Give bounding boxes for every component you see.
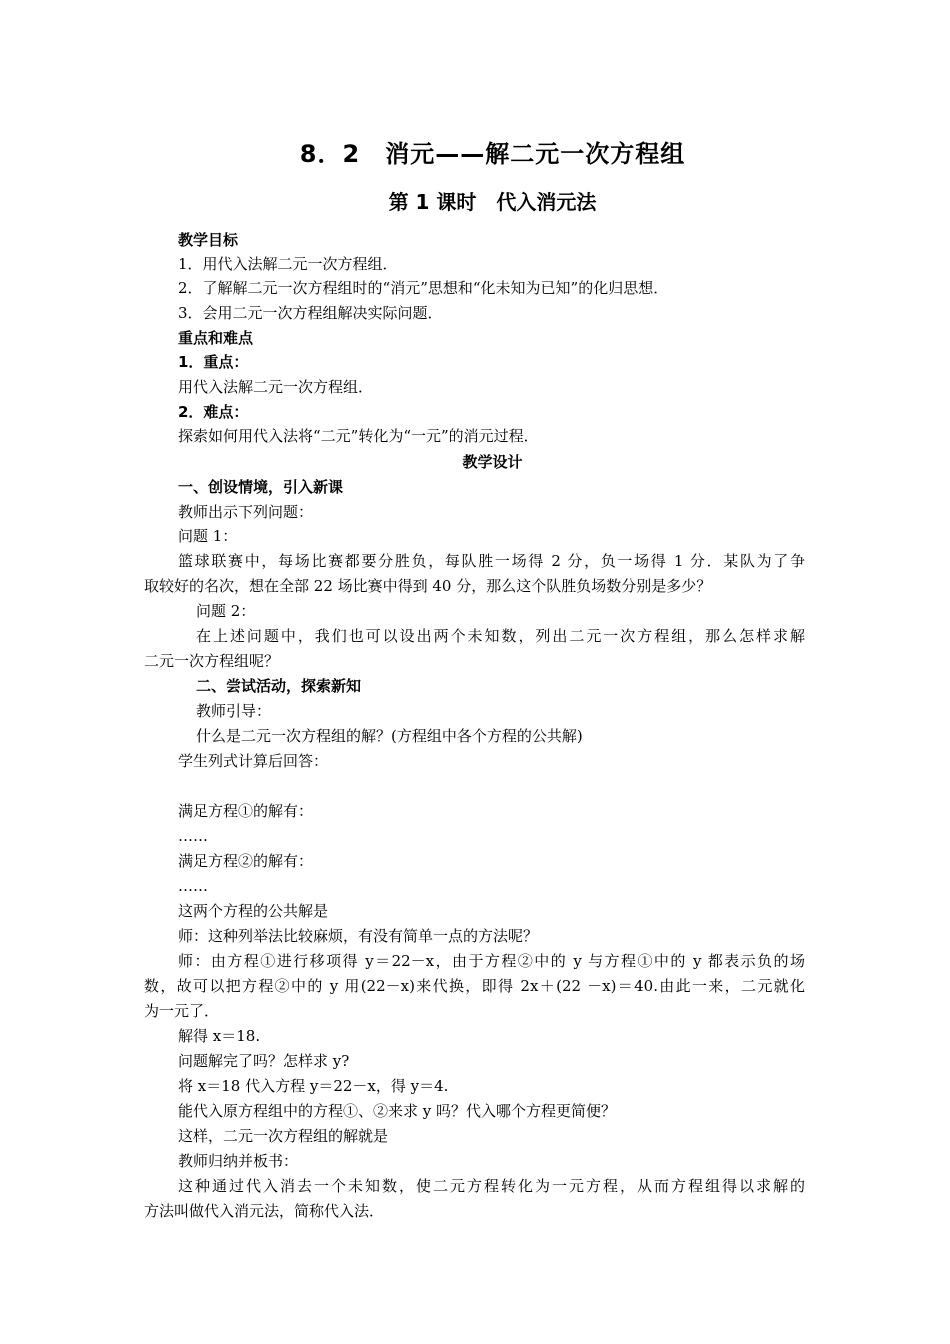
- paragraph-line: 师：由方程①进行移项得 y＝22－x，由于方程②中的 y 与方程①中的 y 都表示负的场: [178, 952, 805, 970]
- paragraph-line: 学生列式计算后回答：: [178, 752, 329, 770]
- paragraph-line: 解得 x＝18.: [178, 1027, 261, 1045]
- ellipsis-line: ……: [178, 877, 208, 895]
- paragraph-line: 教师引导：: [196, 702, 272, 720]
- paragraph-line: 二元一次方程组呢？: [144, 652, 280, 670]
- objective-item: 1．用代入法解二元一次方程组．: [178, 255, 398, 273]
- focus-label: 1．重点：: [178, 353, 249, 371]
- section2-heading: 二、尝试活动，探索新知: [196, 677, 362, 695]
- objectives-heading: 教学目标: [178, 231, 239, 249]
- paragraph-line: 这两个方程的公共解是: [178, 902, 329, 920]
- paragraph-line: 篮球联赛中，每场比赛都要分胜负，每队胜一场得 2 分，负一场得 1 分．某队为了争: [178, 552, 805, 570]
- section1-heading: 一、创设情境，引入新课: [178, 478, 344, 496]
- ellipsis-line: ……: [178, 827, 208, 845]
- key-points-heading: 重点和难点: [178, 329, 254, 347]
- paragraph-line: 为一元了．: [144, 1002, 220, 1020]
- objective-item: 3．会用二元一次方程组解决实际问题．: [178, 304, 443, 322]
- objective-item: 2．了解解二元一次方程组时的“消元”思想和“化未知为已知”的化归思想．: [178, 279, 669, 297]
- page-title: 8．2 消元——解二元一次方程组: [299, 140, 686, 168]
- paragraph-line: 能代入原方程组中的方程①、②来求 y 吗？代入哪个方程更简便？: [178, 1102, 617, 1120]
- lesson-subtitle: 第 1 课时 代入消元法: [388, 190, 597, 214]
- difficulty-text: 探索如何用代入法将“二元”转化为“一元”的消元过程．: [178, 427, 539, 445]
- paragraph-line: 满足方程①的解有：: [178, 802, 314, 820]
- difficulty-label: 2．难点：: [178, 403, 249, 421]
- paragraph-line: 取较好的名次，想在全部 22 场比赛中得到 40 分，那么这个队胜负场数分别是多少？: [144, 577, 712, 595]
- paragraph-line: 师：这种列举法比较麻烦，有没有简单一点的方法呢？: [178, 927, 539, 945]
- paragraph-line: 什么是二元一次方程组的解？(方程组中各个方程的公共解): [196, 727, 583, 745]
- paragraph-line: 满足方程②的解有：: [178, 852, 314, 870]
- paragraph-line: 问题解完了吗？怎样求 y?: [178, 1052, 350, 1070]
- paragraph-line: 方法叫做代入消元法，简称代入法．: [144, 1202, 385, 1220]
- focus-text: 用代入法解二元一次方程组．: [178, 378, 374, 396]
- paragraph-line: 这样，二元一次方程组的解就是: [178, 1127, 389, 1145]
- paragraph-line: 将 x＝18 代入方程 y＝22－x，得 y＝4.: [178, 1077, 449, 1095]
- paragraph-line: 教师出示下列问题：: [178, 503, 314, 521]
- paragraph-line: 数，故可以把方程②中的 y 用(22－x)来代换，即得 2x＋(22 －x)＝40.由此一来，二元就化: [144, 977, 805, 995]
- paragraph-line: 问题 2：: [196, 602, 256, 620]
- paragraph-line: 在上述问题中，我们也可以设出两个未知数，列出二元一次方程组，那么怎样求解: [196, 627, 805, 645]
- paragraph-line: 问题 1：: [178, 527, 238, 545]
- design-heading: 教学设计: [462, 453, 523, 471]
- paragraph-line: 教师归纳并板书：: [178, 1152, 299, 1170]
- paragraph-line: 这种通过代入消去一个未知数，使二元方程转化为一元方程，从而方程组得以求解的: [178, 1177, 805, 1195]
